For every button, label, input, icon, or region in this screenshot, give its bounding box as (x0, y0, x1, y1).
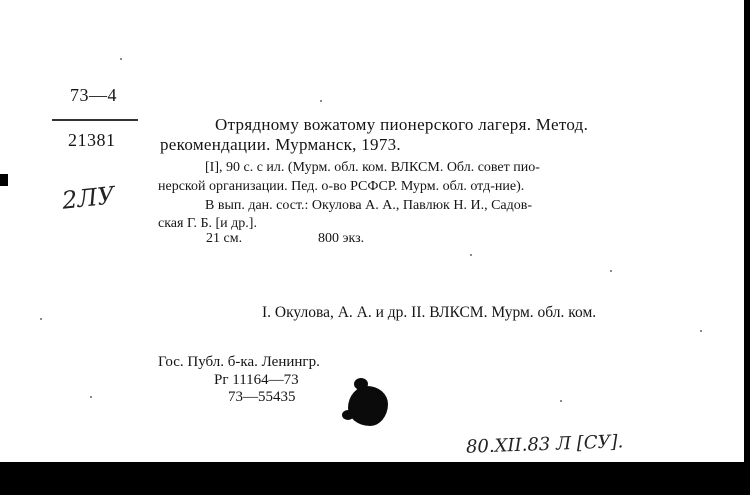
speck (470, 254, 472, 256)
description-line-2: нерской организации. Пед. о-во РСФСР. Мурм. обл. отд-ние). (158, 179, 525, 194)
speck (40, 318, 42, 320)
description-line-4: ская Г. Б. [и др.]. (158, 216, 257, 231)
scan-bottom-border (0, 462, 750, 495)
ink-blot (348, 386, 388, 426)
size-note: 21 см. (206, 231, 243, 246)
description-line-1: [I], 90 с. с ил. (Мурм. обл. ком. ВЛКСМ. Обл. совет пио- (205, 160, 540, 175)
added-entries: I. Окулова, А. А. и др. II. ВЛКСМ. Мурм. обл. ком. (262, 304, 597, 321)
card-edge-notch (0, 174, 8, 186)
description-line-3: В вып. дан. сост.: Окулова А. А., Павлюк Н. И., Садов- (205, 198, 533, 213)
speck (120, 58, 122, 60)
title-line-1: Отрядному вожатому пионерского лагеря. Метод. (215, 115, 589, 134)
copies-note: 800 экз. (318, 231, 365, 246)
handwritten-mark: 2ЛУ (60, 181, 116, 215)
speck (700, 330, 702, 332)
library-name: Гос. Публ. б-ка. Ленингр. (158, 354, 320, 370)
divider-rule (52, 119, 138, 121)
library-record: Рг 11164—73 (214, 372, 299, 388)
call-number-bottom: 21381 (68, 130, 116, 150)
speck (560, 400, 562, 402)
speck (610, 270, 612, 272)
speck (90, 396, 92, 398)
speck (320, 100, 322, 102)
title-line-2: рекомендации. Мурманск, 1973. (160, 135, 401, 154)
call-number-top: 73—4 (70, 85, 117, 105)
handwritten-date: 80.XII.83 Л [СУ]. (465, 431, 624, 458)
library-number: 73—55435 (228, 389, 296, 405)
